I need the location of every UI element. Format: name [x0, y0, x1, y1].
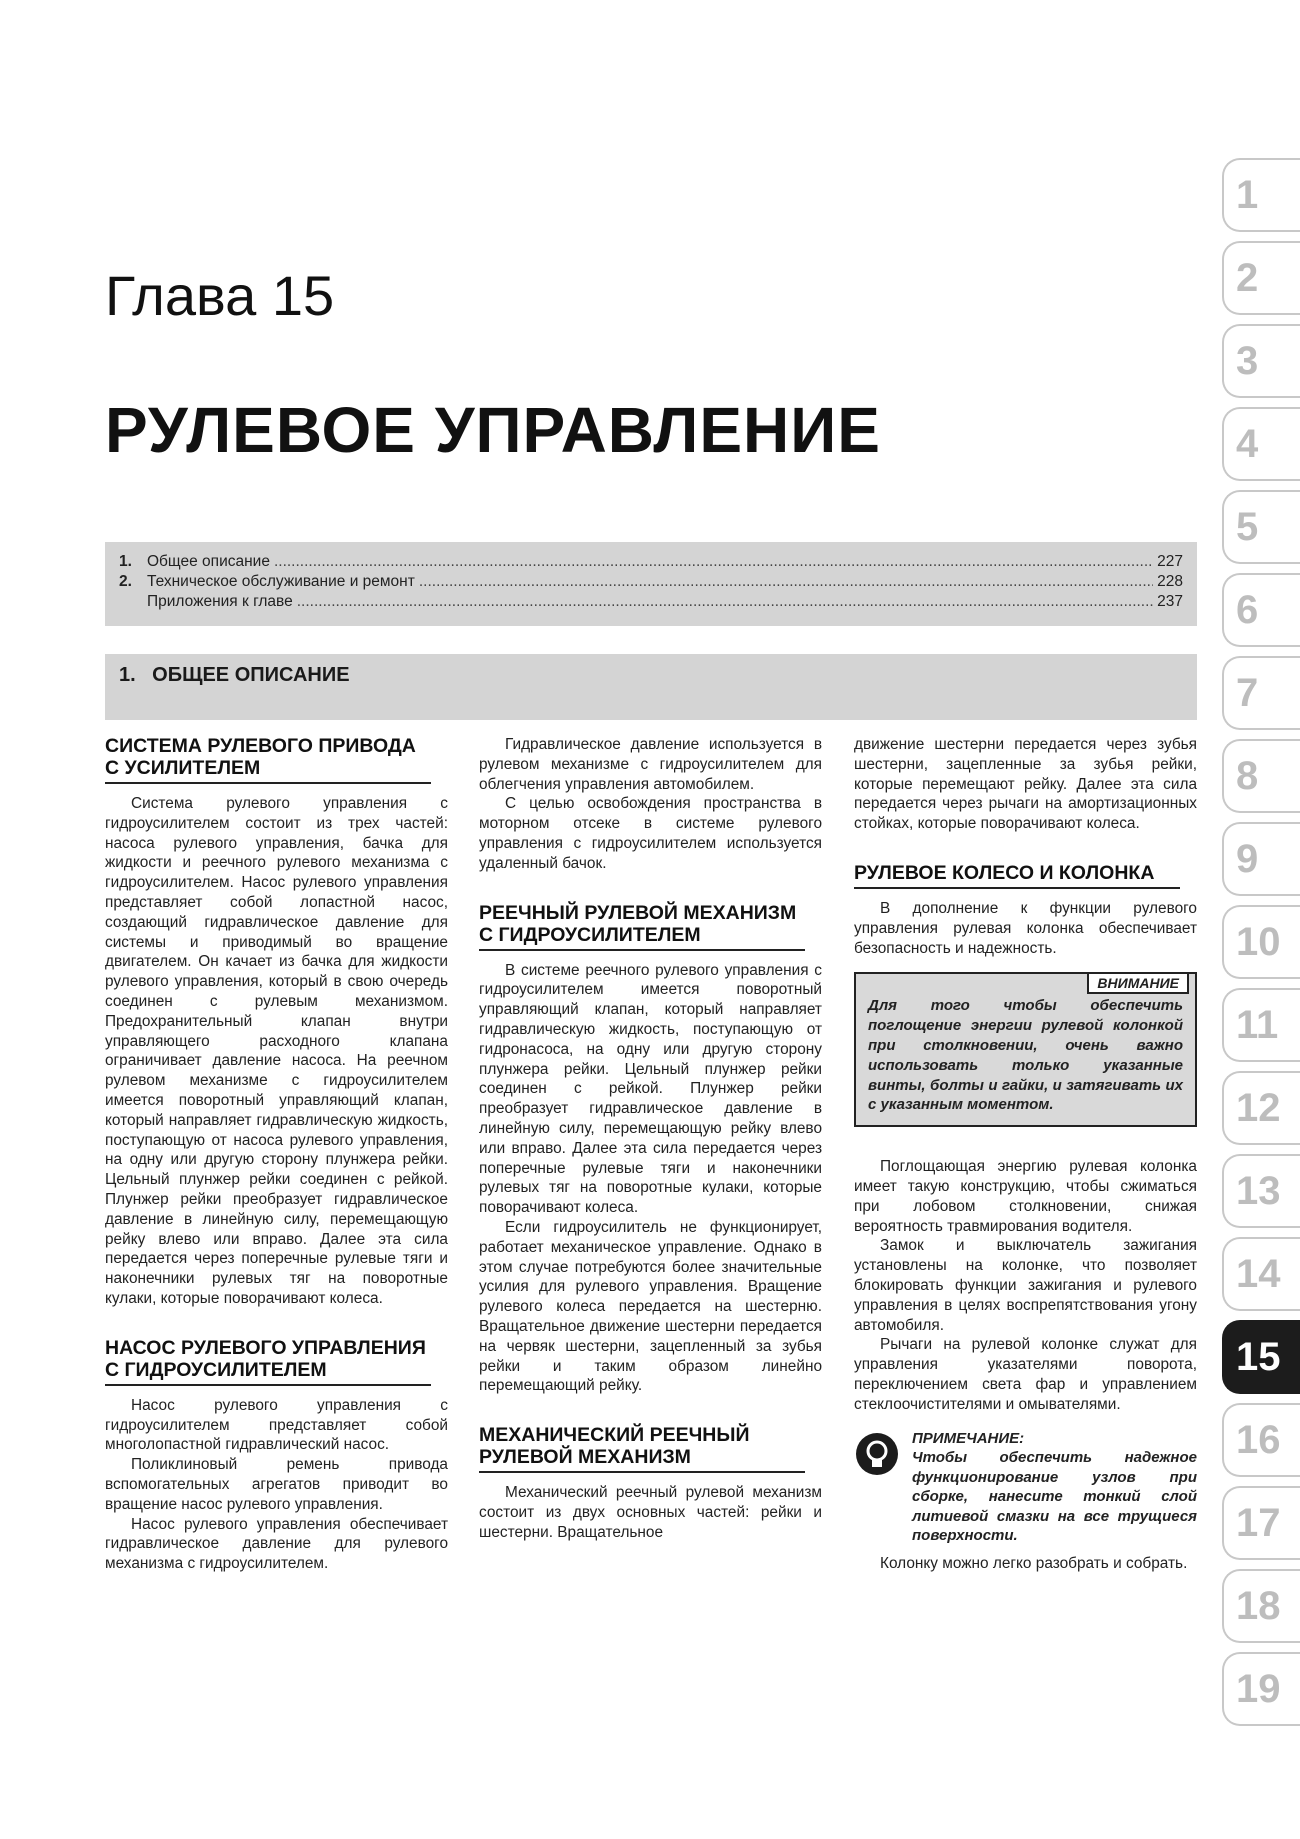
- toc-row[interactable]: [119, 592, 1183, 612]
- tab-chapter-13[interactable]: 13: [1222, 1154, 1300, 1228]
- warning-text: Для того чтобы обеспечить поглощение энергии рулевой колонкой при столкновении, очень важно использовать только указанные винты, болты и гайки, и затягивать их с указанным моментом.: [868, 997, 1183, 1114]
- warning-box: [854, 972, 1197, 1127]
- section-header: [105, 654, 1197, 720]
- chapter-tabs: [1222, 158, 1300, 1735]
- toc-page: 228: [1157, 573, 1183, 590]
- toc-title: Техническое обслуживание и ремонт: [147, 573, 415, 590]
- paragraph: В дополнение к функции рулевого управления рулевая колонка обеспечивает безопасность и надежность.: [854, 899, 1197, 957]
- toc-num: 2.: [119, 573, 132, 590]
- warning-label: ВНИМАНИЕ: [1087, 972, 1189, 994]
- tab-chapter-3[interactable]: 3: [1222, 324, 1300, 398]
- subheading: СИСТЕМА РУЛЕВОГО ПРИВОДА С УСИЛИТЕЛЕМ: [105, 735, 431, 784]
- subheading: РЕЕЧНЫЙ РУЛЕВОЙ МЕХАНИЗМ С ГИДРОУСИЛИТЕЛЕМ: [479, 902, 805, 951]
- tab-chapter-14[interactable]: 14: [1222, 1237, 1300, 1311]
- paragraph: Насос рулевого управления с гидроусилителем представляет собой многолопастной гидравлический насос.: [105, 1396, 448, 1454]
- toc-page: 237: [1157, 593, 1183, 610]
- tab-chapter-2[interactable]: 2: [1222, 241, 1300, 315]
- paragraph: Механический реечный рулевой механизм состоит из двух основных частей: рейки и шестерни. Вращательное: [479, 1484, 822, 1541]
- toc-leader: [297, 592, 1153, 612]
- chapter-label: Глава 15: [105, 264, 335, 327]
- section-title: ОБЩЕЕ ОПИСАНИЕ: [152, 664, 350, 686]
- tab-chapter-7[interactable]: 7: [1222, 656, 1300, 730]
- tab-chapter-17[interactable]: 17: [1222, 1486, 1300, 1560]
- tab-chapter-16[interactable]: 16: [1222, 1403, 1300, 1477]
- paragraph: Система рулевого управления с гидроусилителем состоит из трех частей: насоса рулевого управления, бачка для жидкости и реечного рулевого механизма с гидроусилителем. Насос рулевого управления представляет собой лопастной насос, создающий гидравлическое давление для системы и приводимый во вращение двигателем. Он качает из бачка для жидкости рулевого управления, который в свою очередь соединен с рулевым механизмом. Предохранительный клапан внутри управляющего расходного клапана ограничивает давление насоса. На реечном рулевом механизме с гидроусилителем имеется поворотный управляющий клапан, который направляет гидравлическую жидкость, поступающую от насоса рулевого управления, на одну или другую сторону плунжера рейки. Цельный плунжер рейки соединен с рейкой. Плунжер рейки преобразует гидравлическое давление в линейную силу, перемещающую рейку влево или вправо. Далее эта сила передается через поперечные рулевые тяги и наконечники рулевых тяг на поворотные кулаки, которые поворачивают колеса.: [105, 795, 448, 1307]
- chapter-title: РУЛЕВОЕ УПРАВЛЕНИЕ: [105, 394, 881, 466]
- tab-chapter-4[interactable]: 4: [1222, 407, 1300, 481]
- toc-row[interactable]: [119, 552, 1183, 572]
- toc-title: Приложения к главе: [147, 593, 293, 610]
- toc-leader: [274, 552, 1153, 572]
- section-number: 1.: [119, 664, 136, 686]
- paragraph: С целью освобождения пространства в моторном отсеке в системе рулевого управления с гидроусилителем используется удаленный бачок.: [479, 795, 822, 872]
- tab-chapter-10[interactable]: 10: [1222, 905, 1300, 979]
- paragraph: Гидравлическое давление используется в рулевом механизме с гидроусилителем для облегчения управления автомобилем.: [479, 736, 822, 793]
- subheading: НАСОС РУЛЕВОГО УПРАВЛЕНИЯ С ГИДРОУСИЛИТЕЛЕМ: [105, 1337, 431, 1386]
- note-block: [854, 1429, 1197, 1546]
- toc-leader: [419, 572, 1153, 592]
- tab-chapter-12[interactable]: 12: [1222, 1071, 1300, 1145]
- paragraph: Если гидроусилитель не функционирует, работает механическое управление. Однако в этом случае потребуются более значительные усилия для рулевого управления. Вращение рулевого колеса передается на шестерню. Вращательное движение шестерни передается на червяк шестерни, зацепленный за зубья рейки и таким образом линейно перемещающий рейку.: [479, 1218, 822, 1395]
- toc-row[interactable]: [119, 572, 1183, 592]
- tab-chapter-19[interactable]: 19: [1222, 1652, 1300, 1726]
- tab-chapter-18[interactable]: 18: [1222, 1569, 1300, 1643]
- text-column-3: [854, 735, 1197, 1574]
- text-column-2: [479, 735, 822, 1543]
- tab-chapter-5[interactable]: 5: [1222, 490, 1300, 564]
- tab-chapter-8[interactable]: 8: [1222, 739, 1300, 813]
- paragraph: движение шестерни передается через зубья шестерни, зацепленные за зубья рейки, которые перемещают рейку. Далее эта сила передается через рычаги на амортизационных стойках, которые поворачивают колеса.: [854, 736, 1197, 833]
- paragraph: Колонку можно легко разобрать и собрать.: [880, 1554, 1188, 1572]
- paragraph: В системе реечного рулевого управления с гидроусилителем имеется поворотный управляющий клапан, который направляет гидравлическую жидкость, поступающую от гидронасоса, на одну или другую сторону плунжера рейки. Цельный плунжер рейки соединен с рейкой. Плунжер рейки преобразует гидравлическое давление в линейную силу, перемещающую рейку влево или вправо. Далее эта сила передается через поперечные рулевые тяги и наконечники рулевых тяг на поворотные кулаки, которые поворачивают колеса.: [479, 961, 822, 1217]
- tab-chapter-6[interactable]: 6: [1222, 573, 1300, 647]
- toc-num: 1.: [119, 553, 132, 570]
- paragraph: Насос рулевого управления обеспечивает гидравлическое давление для рулевого механизма с гидроусилителем.: [105, 1515, 448, 1573]
- tab-chapter-9[interactable]: 9: [1222, 822, 1300, 896]
- toc-title: Общее описание: [147, 553, 270, 570]
- paragraph: Рычаги на рулевой колонке служат для управления указателями поворота, переключением света фар и управлением стеклоочистителями и омывателями.: [854, 1336, 1197, 1413]
- note-label: ПРИМЕЧАНИЕ:: [912, 1429, 1025, 1447]
- paragraph: Поликлиновый ремень привода вспомогательных агрегатов приводит во вращение насос рулевого управления.: [105, 1456, 448, 1513]
- lightbulb-icon: [854, 1431, 900, 1477]
- subheading: РУЛЕВОЕ КОЛЕСО И КОЛОНКА: [854, 862, 1180, 889]
- subheading: МЕХАНИЧЕСКИЙ РЕЕЧНЫЙ РУЛЕВОЙ МЕХАНИЗМ: [479, 1424, 805, 1473]
- text-column-1: [105, 735, 448, 1574]
- paragraph: Поглощающая энергию рулевая колонка имеет такую конструкцию, чтобы сжиматься при лобовом столкновении, снижая вероятность травмирования водителя.: [854, 1158, 1197, 1235]
- note-text: Чтобы обеспечить надежное функционирование узлов при сборке, нанесите тонкий слой литиевой смазки на все трущиеся поверхности.: [912, 1449, 1197, 1545]
- table-of-contents: [105, 542, 1197, 626]
- toc-page: 227: [1157, 553, 1183, 570]
- tab-chapter-15[interactable]: 15: [1222, 1320, 1300, 1394]
- tab-chapter-11[interactable]: 11: [1222, 988, 1300, 1062]
- tab-chapter-1[interactable]: 1: [1222, 158, 1300, 232]
- paragraph: Замок и выключатель зажигания установлены на колонке, что позволяет блокировать функции зажигания и рулевого управления в целях воспрепятствования угону автомобиля.: [854, 1237, 1197, 1334]
